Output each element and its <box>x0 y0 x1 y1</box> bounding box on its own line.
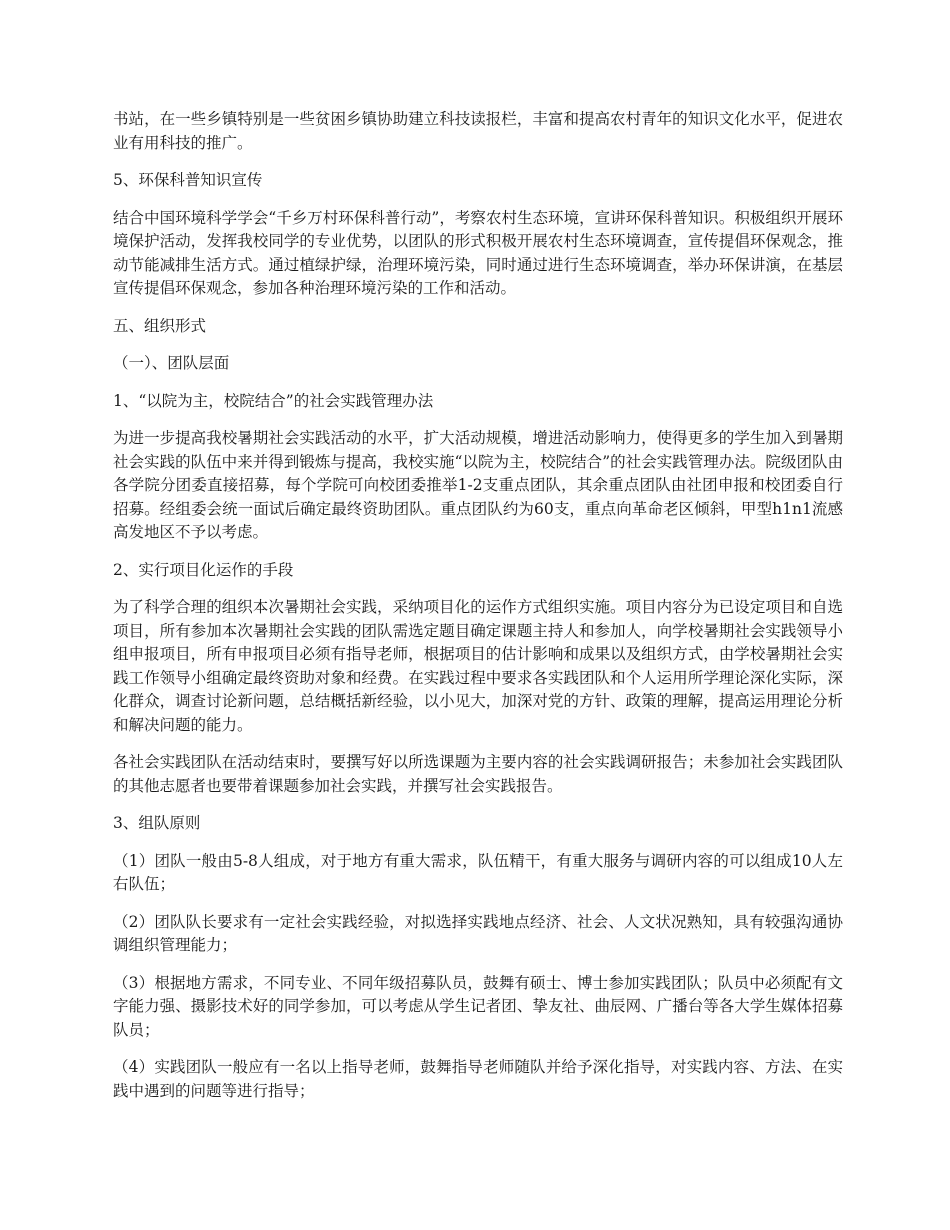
paragraph-project-operation: 为了科学合理的组织本次暑期社会实践，采纳项目化的运作方式组织实施。项目内容分为已设定项目和自选项目，所有参加本次暑期社会实践的团队需选定题目确定课题主持人和参加人，向学校暑期社会实践领导小组申报项目，所有申报项目必须有指导老师，根据项目的估计影响和成果以及组织方式，由学校暑期社会实践工作领导小组确定最终资助对象和经费。在实践过程中要求各实践团队和个人运用所学理论深化实际，深化群众，调查讨论新问题，总结概括新经验，以小见大，加深对党的方针、政策的理解，提高运用理论分析和解决问题的能力。 <box>113 598 843 734</box>
heading-environmental-publicity: 5、环保科普知识宣传 <box>113 171 263 189</box>
document-page <box>113 108 843 1117</box>
list-item-principle-4: （4）实践团队一般应有一名以上指导老师，鼓舞指导老师随队并给予深化指导，对实践内容、方法、在实践中遇到的问题等进行指导； <box>113 1058 843 1100</box>
heading-team-principles: 3、组队原则 <box>113 814 201 832</box>
list-item-principle-3: （3）根据地方需求，不同专业、不同年级招募队员，鼓舞有硕士、博士参加实践团队；队员中必须配有文字能力强、摄影技术好的同学参加，可以考虑从学生记者团、挚友社、曲辰网、广播台等各大学生媒体招募队员； <box>113 973 843 1039</box>
paragraph-continuation: 书站，在一些乡镇特别是一些贫困乡镇协助建立科技读报栏，丰富和提高农村青年的知识文化水平，促进农业有用科技的推广。 <box>113 110 843 152</box>
paragraph-management-method: 为进一步提高我校暑期社会实践活动的水平，扩大活动规模，增进活动影响力，使得更多的学生加入到暑期社会实践的队伍中来并得到锻炼与提高，我校实施“以院为主，校院结合”的社会实践管理办法。院级团队由各学院分团委直接招募，每个学院可向校团委推举1-2支重点团队，其余重点团队由社团申报和校团委自行招募。经组委会统一面试后确定最终资助团队。重点团队约为60支，重点向革命老区倾斜，甲型h1n1流感高发地区不予以考虑。 <box>113 429 843 541</box>
heading-project-operation: 2、实行项目化运作的手段 <box>113 560 294 579</box>
heading-organization-form: 五、组织形式 <box>113 316 207 335</box>
paragraph-environmental-publicity: 结合中国环境科学学会“千乡万村环保科普行动”，考察农村生态环境，宣讲环保科普知识。积极组织开展环境保护活动，发挥我校同学的专业优势，以团队的形式积极开展农村生态环境调查，宣传提倡环保观念，推动节能减排生活方式。通过植绿护绿，治理环境污染，同时通过进行生态环境调查，举办环保讲演，在基层宣传提倡环保观念，参加各种治理环境污染的工作和活动。 <box>113 208 843 297</box>
paragraph-report-requirement: 各社会实践团队在活动结束时，要撰写好以所选课题为主要内容的社会实践调研报告；未参加社会实践团队的其他志愿者也要带着课题参加社会实践，并撰写社会实践报告。 <box>113 753 843 795</box>
list-item-principle-1: （1）团队一般由5-8人组成，对于地方有重大需求，队伍精干，有重大服务与调研内容的可以组成10人左右队伍； <box>113 851 843 893</box>
heading-management-method: 1、“以院为主，校院结合”的社会实践管理办法 <box>113 391 434 410</box>
list-item-principle-2: （2）团队队长要求有一定社会实践经验，对拟选择实践地点经济、社会、人文状况熟知，具有较强沟通协调组织管理能力； <box>113 912 843 954</box>
heading-team-level: （一）、团队层面 <box>113 354 230 372</box>
